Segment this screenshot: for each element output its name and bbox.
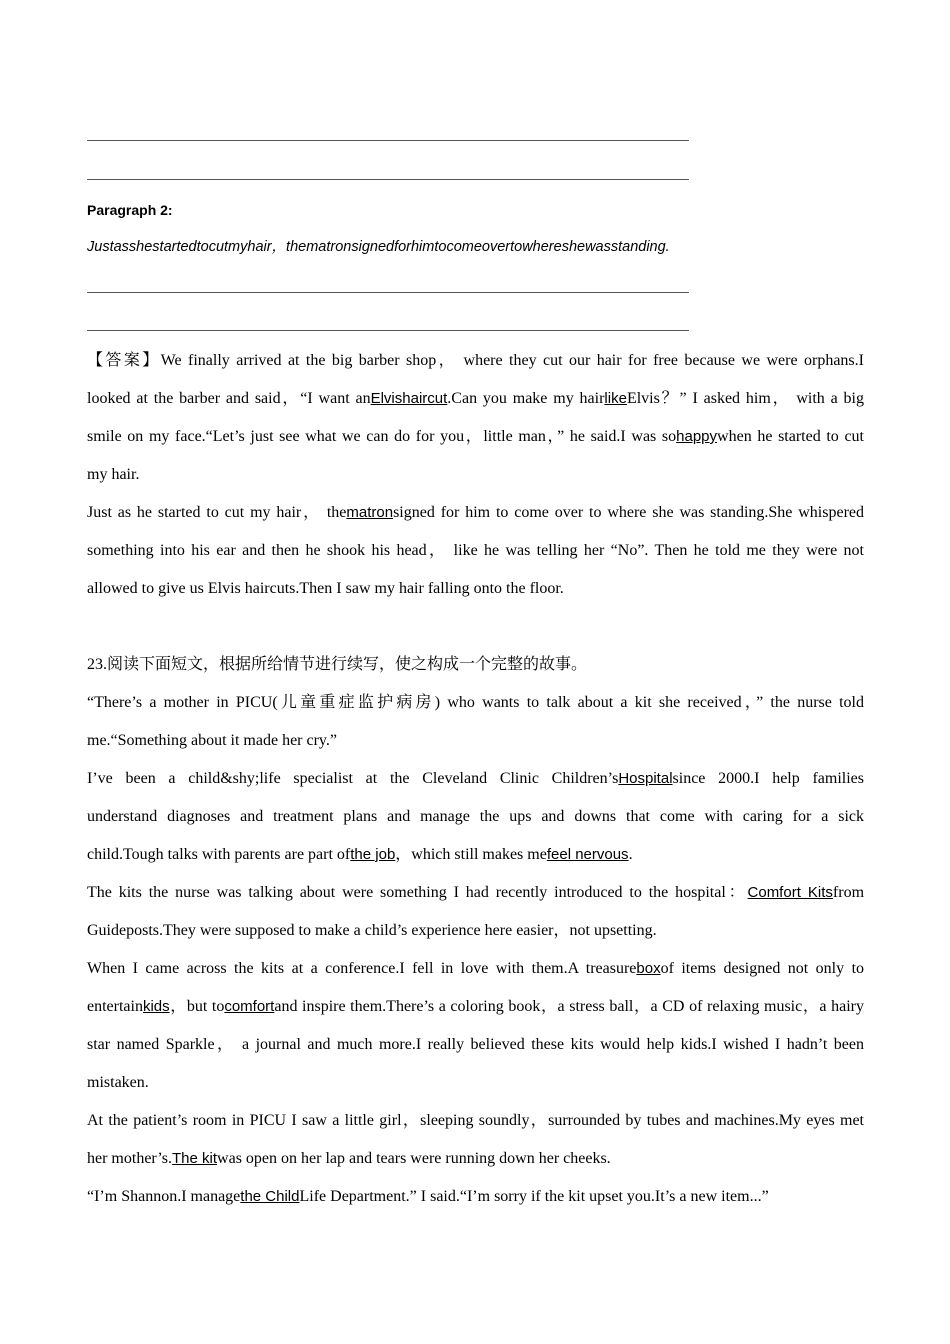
question-23-title: 23.阅读下面短文，根据所给情节进行续写，使之构成一个完整的故事。: [87, 656, 588, 673]
filled-blank: the Child: [240, 1188, 300, 1205]
passage-line: The kits the nurse was talking about were something I had recently introduced to the hospital：Comfort Kitsfrom: [87, 884, 865, 901]
filled-blank: the job: [350, 846, 396, 863]
filled-blank: box: [636, 960, 661, 977]
passage-line: child.Tough talks with parents are part ofthe job，which still makes mefeel nervous.: [87, 846, 633, 863]
answer-line: Just as he started to cut my hair， thematronsigned for him to come over to where she was standing.She whispered: [87, 504, 865, 521]
filled-blank: comfort: [224, 998, 275, 1015]
answer-line: something into his ear and then he shook his head， like he was telling her “No”. Then he told me they were not: [87, 542, 864, 559]
filled-blank: The kit: [172, 1150, 218, 1167]
filled-blank: happy: [676, 428, 718, 445]
passage-line: “I’m Shannon.I managethe ChildLife Department.” I said.“I’m sorry if the kit upset you.It’s a new item...”: [87, 1188, 769, 1205]
passage-line: mistaken.: [87, 1074, 149, 1091]
answer-line: 【答案】We finally arrived at the big barber shop， where they cut our hair for free because we were orphans.I: [87, 352, 864, 369]
passage-line: star named Sparkle， a journal and much more.I really believed these kits would help kids.I wished I hadn’t been: [87, 1036, 864, 1053]
filled-blank: kids: [142, 998, 170, 1015]
filled-blank: Comfort Kits: [747, 884, 833, 901]
answer-line: smile on my face.“Let’s just see what we can do for you，little man，” he said.I was sohappywhen he started to cut: [87, 428, 864, 445]
passage-line: entertainkids，but tocomfortand inspire them.There’s a coloring book，a stress ball，a CD of relaxing music，a hairy: [87, 998, 864, 1015]
filled-blank: Hospital: [618, 770, 673, 787]
answer-line: my hair.: [87, 466, 140, 483]
passage-line: When I came across the kits at a conference.I fell in love with them.A treasureboxof items designed not only to: [87, 960, 865, 977]
passage-line: me.“Something about it made her cry.”: [87, 732, 337, 749]
filled-blank: Elvishaircut: [370, 390, 448, 407]
filled-blank: like: [604, 390, 627, 407]
blank-answer-line: [87, 292, 689, 293]
passage-line: Guideposts.They were supposed to make a child’s experience here easier，not upsetting.: [87, 922, 657, 939]
passage-line: At the patient’s room in PICU I saw a little girl，sleeping soundly，surrounded by tubes and machines.My eyes met: [87, 1112, 864, 1129]
blank-answer-line: [87, 330, 689, 331]
passage-line: I’ve been a child&shy;life specialist at the Cleveland Clinic Children’sHospitalsince 2000.I help families: [87, 770, 865, 787]
answer-line: allowed to give us Elvis haircuts.Then I saw my hair falling onto the floor.: [87, 580, 564, 597]
passage-line: “There’s a mother in PICU(儿童重症监护病房) who wants to talk about a kit she received，” the nurse told: [87, 694, 864, 711]
answer-line: looked at the barber and said，“I want anElvishaircut.Can you make my hairlikeElvis？” I asked him， with a big: [87, 390, 864, 407]
filled-blank: matron: [346, 504, 394, 521]
blank-answer-line: [87, 140, 689, 141]
blank-answer-line: [87, 179, 689, 180]
passage-line: understand diagnoses and treatment plans and manage the ups and downs that come with caring for a sick: [87, 808, 864, 825]
paragraph2-prompt: Justasshestartedtocutmyhair，thematronsignedforhimtocomeovertowhereshewasstanding.: [87, 239, 670, 255]
paragraph2-label: Paragraph 2:: [87, 202, 173, 218]
passage-line: her mother’s.The kitwas open on her lap and tears were running down her cheeks.: [87, 1150, 611, 1167]
filled-blank: feel nervous: [546, 846, 629, 863]
